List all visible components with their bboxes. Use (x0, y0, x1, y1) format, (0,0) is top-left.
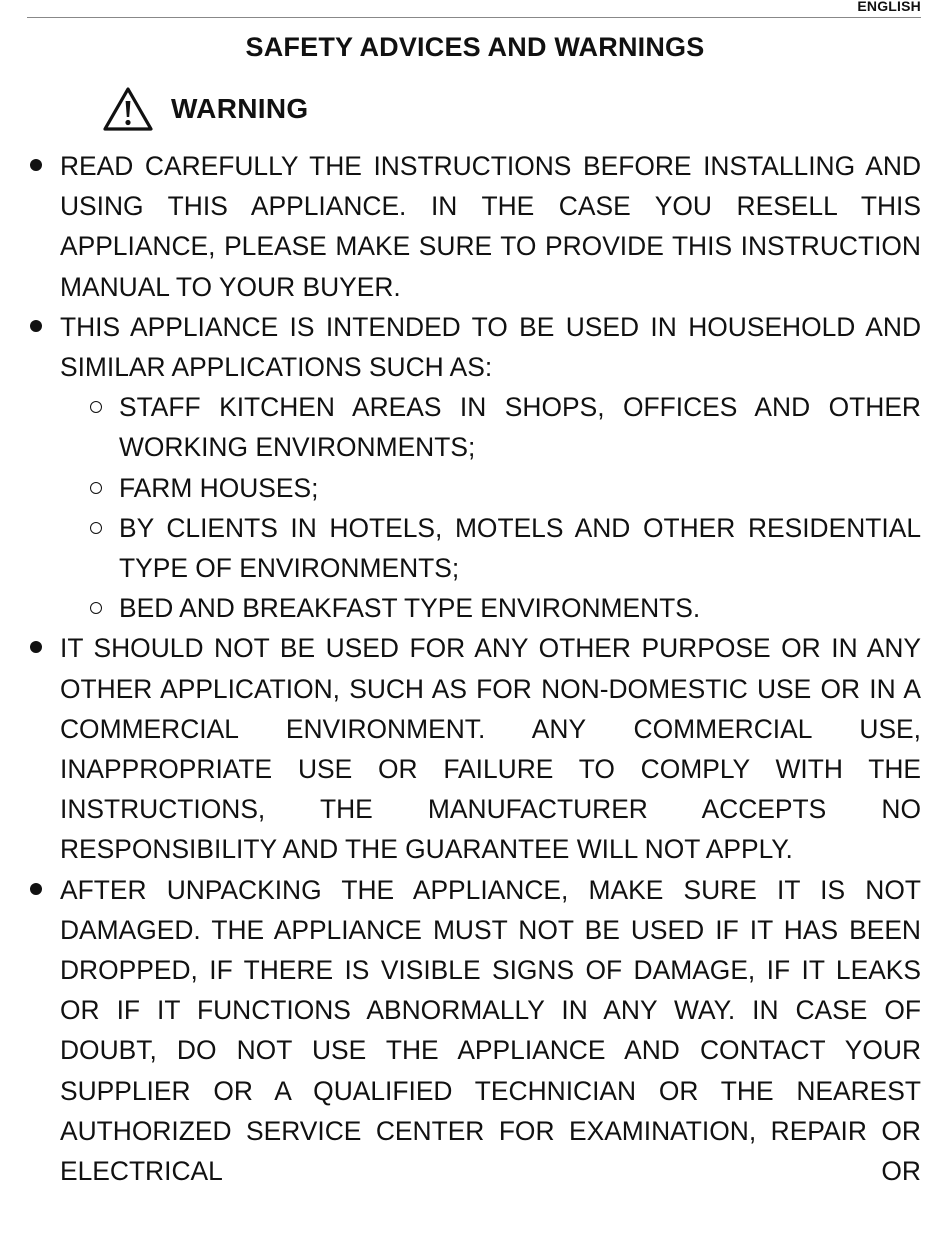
sub-list (0, 387, 950, 628)
circle-bullet-icon (90, 522, 102, 534)
list-item (0, 628, 921, 869)
sub-list-item-text: BED AND BREAKFAST TYPE ENVIRONMENTS. (119, 593, 701, 624)
warning-heading (102, 84, 308, 134)
list-item-text: THIS APPLIANCE IS INTENDED TO BE USED IN HOUSEHOLD AND SIMILAR APPLICATIONS SUCH AS: (60, 311, 921, 383)
sub-list-item-text: BY CLIENTS IN HOTELS, MOTELS AND OTHER RESIDENTIAL TYPE OF ENVIRONMENTS; (119, 512, 921, 584)
warning-triangle-icon (102, 86, 154, 132)
sub-list-item (0, 508, 921, 588)
list-item (0, 870, 921, 1192)
circle-bullet-icon (90, 482, 102, 494)
list-item (0, 146, 921, 307)
bullet-icon (30, 883, 42, 895)
sub-list-item (0, 387, 921, 467)
language-label: ENGLISH (857, 0, 921, 14)
sub-list-item (0, 468, 921, 508)
list-item-text: READ CAREFULLY THE INSTRUCTIONS BEFORE INSTALLING AND USING THIS APPLIANCE. IN THE CASE YOU RESELL THIS APPLIANCE, PLEASE MAKE SURE TO PROVIDE THIS INSTRUCTION MANUAL TO YOUR BUYER. (60, 151, 921, 302)
warning-label: WARNING (171, 93, 309, 124)
list-item (0, 307, 921, 387)
warnings-list (0, 146, 950, 1191)
circle-bullet-icon (90, 401, 102, 413)
sub-list-item-text: STAFF KITCHEN AREAS IN SHOPS, OFFICES AND OTHER WORKING ENVIRONMENTS; (119, 392, 921, 463)
circle-bullet-icon (90, 602, 102, 614)
list-item-text: IT SHOULD NOT BE USED FOR ANY OTHER PURPOSE OR IN ANY OTHER APPLICATION, SUCH AS FOR NON-DOMESTIC USE OR IN A COMMERCIAL ENVIRONMENT. ANY COMMERCIAL USE, INAPPROPRIATE USE OR FAILURE TO COMPLY WITH THE INSTRUCTIONS, THE MANUFACTURER ACCEPTS NO RESPONSIBILITY AND THE GUARANTEE WILL NOT APPLY. (60, 633, 921, 865)
bullet-icon (30, 320, 42, 332)
sub-list-item-text: FARM HOUSES; (119, 472, 319, 503)
header-divider (27, 17, 921, 18)
bullet-icon (30, 641, 42, 653)
page-title: SAFETY ADVICES AND WARNINGS (245, 32, 705, 62)
sub-list-item (0, 588, 921, 628)
list-item-text: AFTER UNPACKING THE APPLIANCE, MAKE SURE IT IS NOT DAMAGED. THE APPLIANCE MUST NOT BE USED IF IT HAS BEEN DROPPED, IF THERE IS VISIBLE SIGNS OF DAMAGE, IF IT LEAKS OR IF IT FUNCTIONS ABNORMALLY IN ANY WAY. IN CASE OF DOUBT, DO NOT USE THE APPLIANCE AND CONTACT YOUR SUPPLIER OR A QUALIFIED TECHNICIAN OR THE NEAREST AUTHORIZED SERVICE CENTER FOR EXAMINATION, REPAIR OR ELECTRICAL OR (60, 874, 921, 1187)
bullet-icon (30, 159, 42, 171)
